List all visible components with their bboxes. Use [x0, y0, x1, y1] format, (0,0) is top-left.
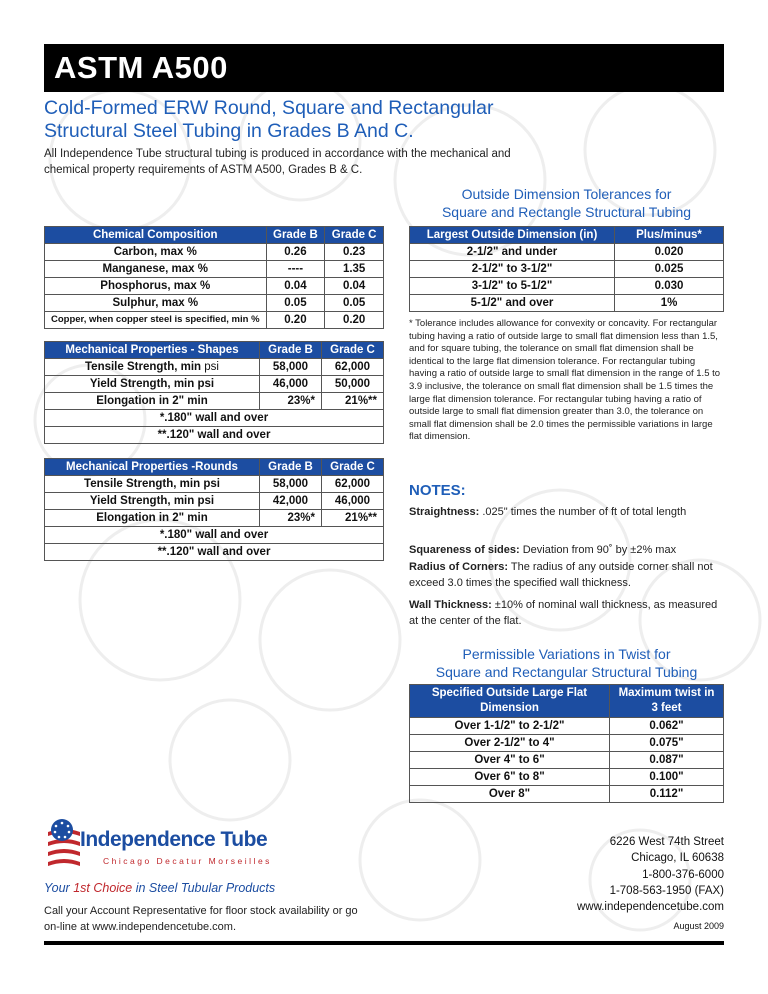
- table-row: [45, 278, 384, 295]
- table-header: Grade B: [266, 227, 325, 244]
- note-wall-thickness: Wall Thickness: ±10% of nominal wall thickness, as measured at the center of the flat.: [409, 599, 718, 627]
- table-row: [45, 493, 384, 510]
- table-cell: 0.05: [266, 295, 325, 312]
- twist-title: Permissible Variations in Twist for Square and Rectangular Structural Tubing: [435, 646, 698, 680]
- table-row: [45, 476, 384, 493]
- table-header: Plus/minus*: [615, 227, 724, 244]
- table-cell: 23%*: [260, 393, 322, 410]
- address-line: 6226 West 74th Street: [609, 836, 724, 848]
- table-header: Specified Outside Large Flat Dimension: [410, 685, 610, 718]
- table-row: [45, 393, 384, 410]
- table-cell: Yield Strength, min psi: [45, 376, 260, 393]
- table-row: [45, 376, 384, 393]
- address-line: Chicago, IL 60638: [631, 852, 724, 865]
- table-cell: 0.087": [610, 752, 724, 769]
- page-title: ASTM A500: [54, 50, 228, 85]
- table-row: [410, 769, 724, 786]
- table-cell: Manganese, max %: [45, 261, 267, 278]
- table-header: Grade B: [260, 459, 322, 476]
- table-header: Mechanical Properties - Shapes: [45, 342, 260, 359]
- bottom-divider: [44, 941, 724, 945]
- table-cell: Elongation in 2" min: [45, 510, 260, 527]
- table-cell: Over 1-1/2" to 2-1/2": [410, 718, 610, 735]
- note-corners: Radius of Corners: The radius of any outside corner shall not exceed 3.0 times the specified wall thickness.: [409, 561, 713, 589]
- table-cell: 0.05: [325, 295, 384, 312]
- notes-heading: NOTES:: [409, 482, 466, 499]
- website-link[interactable]: www.independencetube.com: [576, 901, 724, 914]
- table-note: **.120" wall and over: [45, 544, 384, 561]
- table-header: Grade B: [260, 342, 322, 359]
- table-cell: 1%: [615, 295, 724, 312]
- table-row: [410, 786, 724, 803]
- table-cell: 50,000: [322, 376, 384, 393]
- address-block: [577, 834, 724, 915]
- call-to-action: Call your Account Representative for floor stock availability or go on-line at www.independencetube.com.: [44, 905, 358, 933]
- table-row: [410, 278, 724, 295]
- subtitle: [44, 97, 724, 143]
- table-cell: 0.20: [266, 312, 325, 329]
- table-cell: Over 6" to 8": [410, 769, 610, 786]
- table-header: Largest Outside Dimension (in): [410, 227, 615, 244]
- table-cell: 0.020: [615, 244, 724, 261]
- note-straightness: Straightness: .025" times the number of ft of total length: [409, 506, 687, 518]
- publication-date: August 2009: [673, 921, 724, 931]
- table-cell: 42,000: [260, 493, 322, 510]
- table-row: [410, 752, 724, 769]
- table-row: [45, 261, 384, 278]
- table-cell: 5-1/2" and over: [410, 295, 615, 312]
- table-cell: Carbon, max %: [45, 244, 267, 261]
- table-cell: 46,000: [322, 493, 384, 510]
- table-header: Grade C: [325, 227, 384, 244]
- table-cell: Yield Strength, min psi: [45, 493, 260, 510]
- tolerances-table: [409, 226, 724, 312]
- table-cell: 23%*: [260, 510, 322, 527]
- table-note: *.180" wall and over: [45, 527, 384, 544]
- table-row: [45, 295, 384, 312]
- table-cell: Copper, when copper steel is specified, min %: [45, 312, 267, 329]
- table-cell: Over 4" to 6": [410, 752, 610, 769]
- table-cell: 0.100": [610, 769, 724, 786]
- table-cell: 2-1/2" to 3-1/2": [410, 261, 615, 278]
- table-cell: 0.23: [325, 244, 384, 261]
- table-header: Maximum twist in 3 feet: [610, 685, 724, 718]
- phone-number: 1-800-376-6000: [642, 868, 724, 881]
- tolerances-title: Outside Dimension Tolerances for Square and Rectangle Structural Tubing: [441, 186, 692, 220]
- table-row: [410, 261, 724, 278]
- table-note-row: [45, 544, 384, 561]
- table-cell: 0.20: [325, 312, 384, 329]
- note-squareness: Squareness of sides: Deviation from 90˚ by ±2% max: [409, 544, 677, 556]
- table-cell: 0.075": [610, 735, 724, 752]
- tagline: Your 1st Choice in Steel Tubular Products: [44, 881, 276, 895]
- tolerance-footnote: * Tolerance includes allowance for convexity or concavity. For rectangular tubing having a ratio of outside large to small flat dimension less than 1.5, and for square tubing, the tolerance on small flat dimension shall be identical to the large flat dimension tolerance. For rectangular tubing having a ratio of outside large to small flat dimension in the range of 1.5 to 3.9 inclusive, the tolerance on small flat dimension shall be 1.5 times the large flat dimension tolerance. For rectangular tubing having a ratio of outside large to small flat dimension greater than 3.0, the tolerance on small flat dimension shall be 2.0 times the permissible variations in large flat dimension.: [409, 318, 721, 443]
- table-cell: Sulphur, max %: [45, 295, 267, 312]
- table-cell: 2-1/2" and under: [410, 244, 615, 261]
- table-row: [45, 244, 384, 261]
- table-note-row: [45, 427, 384, 444]
- table-cell: Tensile Strength, min psi: [45, 359, 260, 376]
- table-cell: Elongation in 2" min: [45, 393, 260, 410]
- table-cell: 58,000: [260, 476, 322, 493]
- table-note-row: [45, 527, 384, 544]
- fax-number: 1-708-563-1950 (FAX): [609, 884, 724, 897]
- company-name: Independence Tube: [80, 828, 268, 851]
- table-header: Chemical Composition: [45, 227, 267, 244]
- company-cities: Chicago Decatur Morseilles: [103, 856, 272, 866]
- table-row: [410, 295, 724, 312]
- table-header: Grade C: [322, 342, 384, 359]
- table-cell: 62,000: [322, 476, 384, 493]
- table-cell: 0.030: [615, 278, 724, 295]
- subtitle-line-2: Structural Steel Tubing in Grades B And C.: [44, 120, 414, 142]
- table-note-row: [45, 410, 384, 427]
- table-cell: 21%**: [322, 393, 384, 410]
- twist-table: [409, 684, 724, 803]
- table-header: Mechanical Properties -Rounds: [45, 459, 260, 476]
- table-cell: 58,000: [260, 359, 322, 376]
- table-cell: 46,000: [260, 376, 322, 393]
- table-cell: 0.112": [610, 786, 724, 803]
- table-cell: 1.35: [325, 261, 384, 278]
- table-cell: 62,000: [322, 359, 384, 376]
- table-row: [45, 510, 384, 527]
- table-cell: Over 2-1/2" to 4": [410, 735, 610, 752]
- intro-paragraph: All Independence Tube structural tubing is produced in accordance with the mechanical and chemical property requirements of ASTM A500, Grades B & C.: [44, 148, 511, 176]
- mechanical-shapes-table: [44, 341, 384, 444]
- table-cell: ----: [266, 261, 325, 278]
- chemical-composition-table: [44, 226, 384, 329]
- table-cell: 0.062": [610, 718, 724, 735]
- subtitle-line-1: Cold-Formed ERW Round, Square and Rectangular: [44, 97, 494, 119]
- mechanical-rounds-table: [44, 458, 384, 561]
- table-cell: Over 8": [410, 786, 610, 803]
- table-note: *.180" wall and over: [45, 410, 384, 427]
- table-cell: 3-1/2" to 5-1/2": [410, 278, 615, 295]
- table-cell: 0.04: [266, 278, 325, 295]
- table-cell: 0.04: [325, 278, 384, 295]
- table-row: [45, 359, 384, 376]
- table-row: [410, 735, 724, 752]
- table-header: Grade C: [322, 459, 384, 476]
- table-cell: Tensile Strength, min psi: [45, 476, 260, 493]
- table-row: [410, 718, 724, 735]
- table-note: **.120" wall and over: [45, 427, 384, 444]
- table-row: [410, 244, 724, 261]
- title-bar: [44, 44, 724, 92]
- table-cell: 21%**: [322, 510, 384, 527]
- table-cell: 0.26: [266, 244, 325, 261]
- table-cell: Phosphorus, max %: [45, 278, 267, 295]
- table-cell: 0.025: [615, 261, 724, 278]
- table-row: [45, 312, 384, 329]
